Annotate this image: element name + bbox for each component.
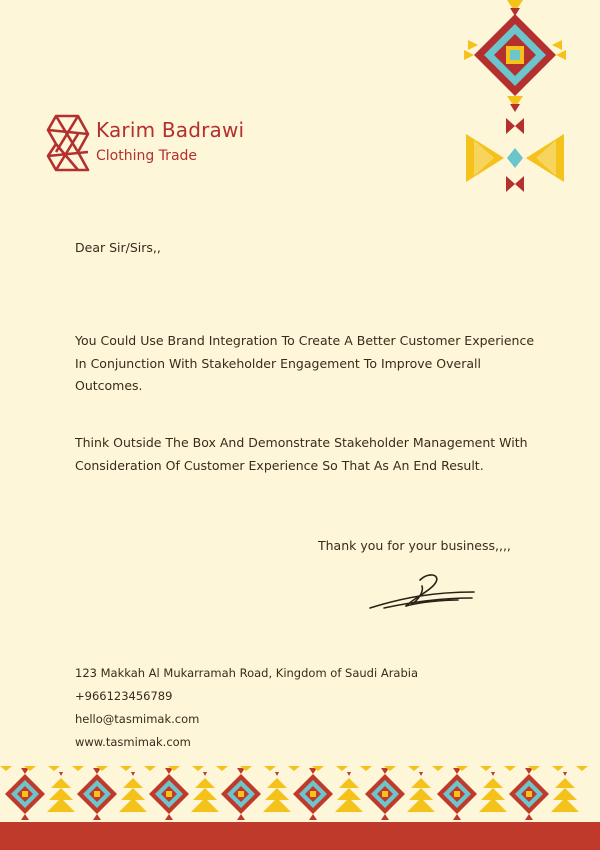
body-paragraph-1: You Could Use Brand Integration To Create A Better Customer Experience In Conjunction With Stakeholder Engagement To Improve Overall Outcomes. — [75, 333, 535, 393]
bottom-band — [0, 822, 600, 850]
signature-icon — [362, 570, 482, 614]
contact-email: hello@tasmimak.com — [75, 712, 200, 726]
logo-mark-icon — [46, 112, 90, 176]
brand-subtitle: Clothing Trade — [96, 148, 198, 164]
salutation: Dear Sir/Sirs,, — [75, 240, 161, 255]
closing-line: Thank you for your business,,,, — [318, 538, 511, 553]
contact-website: www.tasmimak.com — [75, 735, 191, 749]
contact-phone: +966123456789 — [75, 689, 173, 703]
brand-name: Karim Badrawi — [96, 118, 245, 142]
border-pattern-icon — [0, 766, 600, 822]
body-paragraph-2: Think Outside The Box And Demonstrate Stakeholder Management With Consideration Of Customer Experience So That As An End Result. — [75, 435, 528, 473]
tribal-pattern-icon — [460, 0, 570, 196]
contact-address: 123 Makkah Al Mukarramah Road, Kingdom of Saudi Arabia — [75, 666, 419, 680]
